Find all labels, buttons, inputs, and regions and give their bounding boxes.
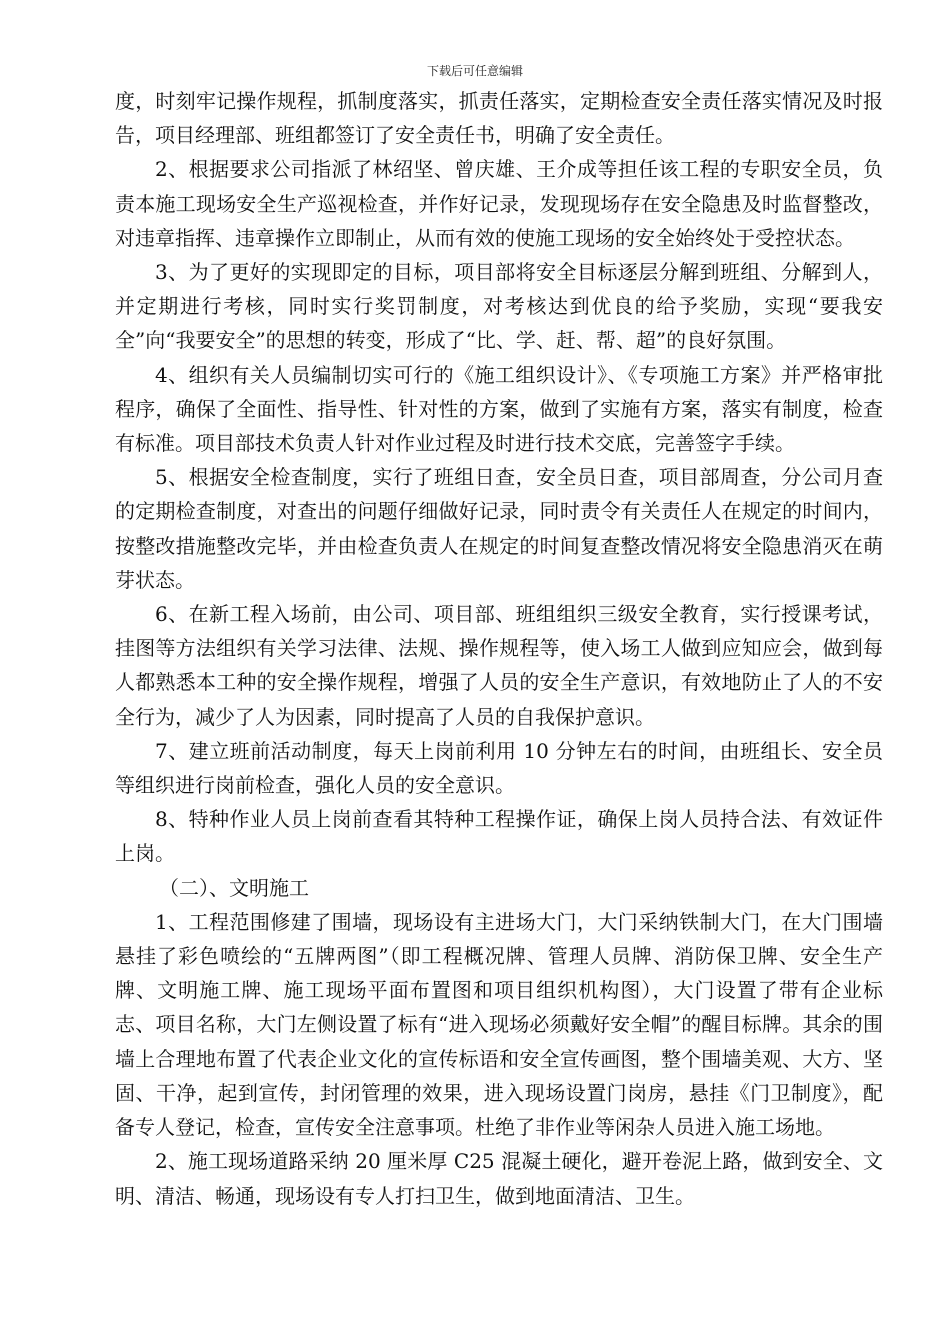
paragraph-civil-1: 1、工程范围修建了围墙，现场设有主进场大门，大门采纳铁制大门，在大门围墙悬挂了彩色喷绘的“五牌两图”（即工程概况牌、管理人员牌、消防保卫牌、安全生产牌、文明施工牌、施工现场平面布置图和项目组织机构图），大门设置了带有企业标志、项目名称，大门左侧设置了标有“进入现场必须戴好安全帽”的醒目标牌。其余的围墙上合理地布置了代表企业文化的宣传标语和安全宣传画图，整个围墙美观、大方、坚固、干净，起到宣传，封闭管理的效果，进入现场设置门岗房，悬挂《门卫制度》，配备专人登记，检查，宣传安全注意事项。杜绝了非作业等闲杂人员进入施工场地。	[115, 909, 883, 1140]
paragraph-item-4: 4、组织有关人员编制切实可行的《施工组织设计》、《专项施工方案》并严格审批程序，确保了全面性、指导性、针对性的方案，做到了实施有方案，落实有制度，检查有标准。项目部技术负责人针对作业过程及时进行技术交底，完善签字手续。	[115, 362, 883, 456]
paragraph-continuation: 度，时刻牢记操作规程，抓制度落实，抓责任落实，定期检查安全责任落实情况及时报告，项目经理部、班组都签订了安全责任书，明确了安全责任。	[115, 89, 883, 148]
paragraph-item-6: 6、在新工程入场前，由公司、项目部、班组组织三级安全教育，实行授课考试，挂图等方法组织有关学习法律、法规、操作规程等，使入场工人做到应知应会，做到每人都熟悉本工种的安全操作规程，增强了人员的安全生产意识，有效地防止了人的不安全行为，减少了人为因素，同时提高了人员的自我保护意识。	[115, 602, 883, 729]
paragraph-item-3: 3、为了更好的实现即定的目标，项目部将安全目标逐层分解到班组、分解到人，并定期进行考核，同时实行奖罚制度，对考核达到优良的给予奖励，实现“要我安全”向“我要安全”的思想的转变，形成了“比、学、赶、帮、超”的良好氛围。	[115, 260, 883, 353]
paragraph-item-8: 8、特种作业人员上岗前查看其特种工程操作证，确保上岗人员持合法、有效证件上岗。	[115, 807, 883, 866]
document-body	[115, 84, 883, 1213]
paragraph-item-7: 7、建立班前活动制度，每天上岗前利用 10 分钟左右的时间，由班组长、安全员等组织进行岗前检查，强化人员的安全意识。	[115, 738, 883, 798]
section-heading: （二）、文明施工	[159, 875, 309, 900]
page-header: 下载后可任意编辑	[426, 64, 523, 78]
paragraph-item-5: 5、根据安全检查制度，实行了班组日查，安全员日查，项目部周查，分公司月查的定期检查制度，对查出的问题仔细做好记录，同时责令有关责任人在规定的时间内，按整改措施整改完毕，并由检查负责人在规定的时间复查整改情况将安全隐患消灭在萌芽状态。	[115, 465, 883, 592]
paragraph-civil-2: 2、施工现场道路采纳 20 厘米厚 C25 混凝土硬化，避开卷泥上路，做到安全、文明、清洁、畅通，现场设有专人打扫卫生，做到地面清洁、卫生。	[115, 1149, 883, 1208]
paragraph-item-2: 2、根据要求公司指派了林绍坚、曾庆雄、王介成等担任该工程的专职安全员，负责本施工现场安全生产巡视检查，并作好记录，发现现场存在安全隐患及时监督整改，对违章指挥、违章操作立即制止，从而有效的使施工现场的安全始终处于受控状态。	[115, 157, 883, 250]
